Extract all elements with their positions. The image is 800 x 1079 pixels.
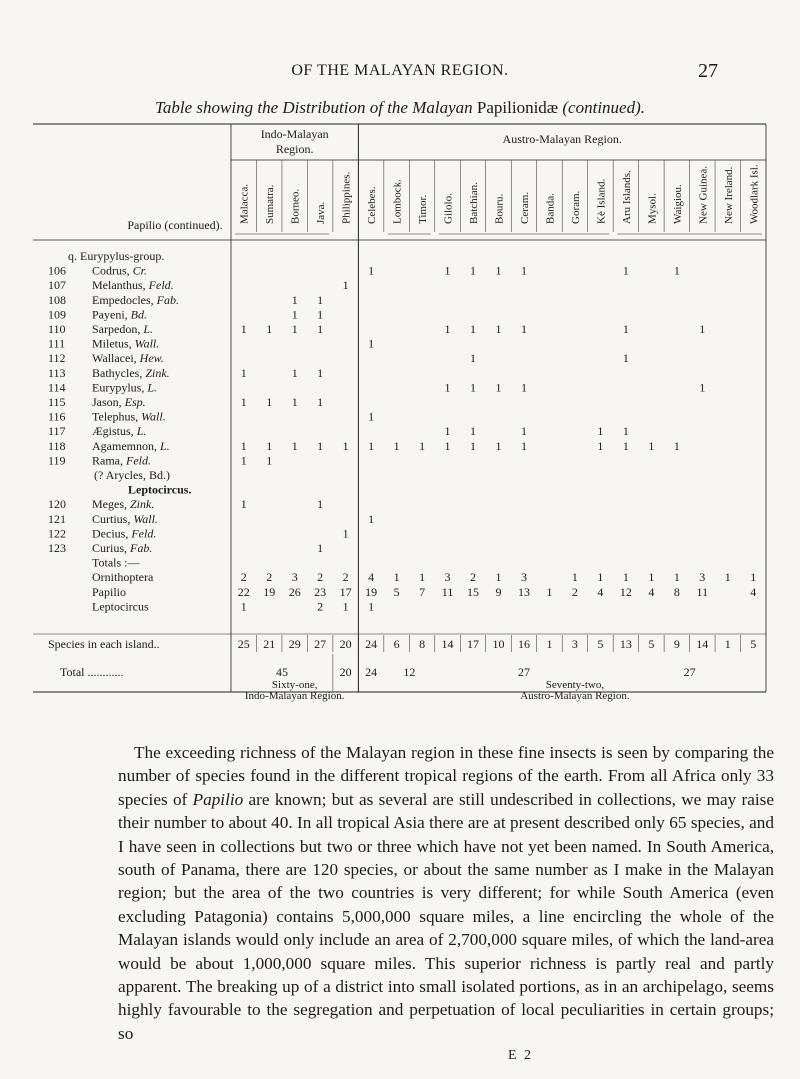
species-name (92, 307, 147, 321)
cell-value: 1 (240, 599, 247, 614)
species-epithet: Curius, (92, 541, 131, 555)
column-header: Gilolo. (442, 193, 455, 224)
species-author: Fab. (156, 292, 179, 307)
species-count: 13 (619, 637, 632, 651)
cell-value: 2 (266, 570, 273, 585)
group-indo-label-2: Region. (275, 142, 314, 156)
species-author: Cr. (132, 263, 148, 278)
cell-value: 1 (673, 438, 680, 453)
species-count: 20 (339, 637, 352, 651)
species-author: Feld. (126, 453, 151, 468)
caption-prefix: Table showing the Distribution of the Malayan (155, 98, 473, 117)
species-count: 25 (237, 637, 250, 651)
cell-value: 1 (368, 438, 375, 453)
column-header: New Guinea. (697, 165, 710, 224)
cell-value: 1 (597, 570, 604, 585)
cell-value: 7 (419, 584, 426, 599)
cell-value: 4 (368, 570, 375, 585)
species-name (92, 424, 146, 438)
row-number: 117 (48, 424, 66, 439)
cell-value: 1 (470, 438, 477, 453)
row-number: 120 (48, 497, 66, 512)
cell-value: 1 (520, 380, 527, 395)
species-author: Hew. (139, 351, 164, 366)
species-count: 14 (441, 637, 454, 651)
column-header: New Ireland. (722, 166, 735, 224)
cell-value: 1 (291, 365, 298, 380)
species-name (92, 322, 153, 336)
species-epithet: Payeni, (92, 307, 131, 322)
cell-value: 1 (419, 438, 426, 453)
signature-mark: E 2 (508, 1048, 534, 1063)
species-name: Ornithoptera (92, 570, 154, 585)
cell-value: 1 (368, 336, 375, 351)
cell-value: 1 (444, 322, 451, 336)
subtotal-indo: Sixty-one, (271, 679, 318, 691)
row-number: 116 (48, 409, 66, 424)
cell-value: 17 (339, 584, 352, 599)
cell-value: 23 (314, 584, 327, 599)
column-header: Malacca. (238, 184, 251, 224)
cell-value: 1 (291, 395, 298, 409)
cell-value: 1 (368, 263, 375, 278)
cell-value: 1 (291, 307, 298, 322)
cell-value: 26 (288, 584, 301, 599)
cell-value: 1 (368, 599, 375, 614)
cell-value: 2 (342, 570, 349, 585)
cell-value: 1 (291, 292, 298, 307)
species-author: Bd. (130, 307, 148, 322)
row-header-label: Papilio (continued). (127, 218, 223, 232)
cell-value: 1 (419, 570, 426, 585)
row-number: 115 (48, 395, 66, 409)
row-number: 122 (48, 526, 66, 541)
cell-value: 1 (240, 497, 247, 512)
species-count: 17 (467, 637, 480, 651)
species-epithet: Empedocles, (92, 292, 157, 307)
cell-value: 1 (317, 497, 324, 512)
species-count: 29 (288, 637, 301, 651)
total-value: 45 (275, 665, 288, 679)
cell-value: 1 (266, 395, 273, 409)
species-name (92, 439, 170, 453)
species-epithet: Melanthus, (92, 278, 149, 293)
cell-value: 1 (571, 570, 578, 585)
cell-value: 1 (266, 438, 273, 453)
species-name (92, 541, 152, 555)
column-header: Ceram. (518, 191, 531, 224)
cell-value: 19 (263, 584, 276, 599)
column-header: Sumatra. (264, 184, 277, 224)
species-name (92, 366, 170, 380)
species-name: Leptocircus. (128, 482, 192, 497)
cell-value: 1 (622, 424, 629, 439)
row-number: 123 (48, 541, 66, 555)
cell-value: 1 (266, 322, 273, 336)
cell-value: 1 (444, 263, 451, 278)
species-name (92, 264, 147, 278)
cell-value: 1 (240, 438, 247, 453)
column-header: Mysol. (646, 193, 659, 224)
body-text (118, 741, 774, 1045)
species-name (92, 395, 146, 409)
cell-value: 2 (240, 570, 247, 585)
cell-value: 1 (317, 438, 324, 453)
cell-value: 9 (495, 584, 502, 599)
species-count: 14 (696, 637, 709, 651)
row-number: 106 (48, 263, 66, 278)
column-header: Lombock. (391, 179, 404, 224)
cell-value: 1 (317, 395, 324, 409)
cell-value: 1 (317, 292, 324, 307)
group-austro-label: Austro-Malayan Region. (502, 132, 622, 146)
species-epithet: Curtius, (92, 511, 134, 526)
cell-value: 1 (622, 263, 629, 278)
cell-value: 8 (673, 584, 680, 599)
species-count: 5 (597, 637, 604, 651)
species-epithet: Jason, (92, 395, 125, 409)
species-author: L. (160, 438, 170, 453)
cell-value: 1 (597, 424, 604, 439)
species-author: Fab. (130, 541, 153, 555)
cell-value: 1 (342, 278, 349, 293)
row-number: 111 (48, 336, 66, 351)
row-number: 108 (48, 292, 66, 307)
species-count: 8 (419, 637, 426, 651)
column-header: Bouru. (493, 193, 506, 224)
cell-value: 12 (619, 584, 632, 599)
cell-value: 3 (444, 570, 451, 585)
cell-value: 3 (699, 570, 706, 585)
column-header: Kè Island. (595, 178, 608, 224)
species-name: (? Arycles, Bd.) (94, 468, 170, 482)
cell-value: 4 (648, 584, 655, 599)
total-label: Total ............ (60, 665, 124, 679)
cell-value: 1 (342, 599, 349, 614)
species-name (92, 453, 151, 467)
species-author: Esp. (124, 395, 146, 409)
cell-value: 1 (317, 365, 324, 380)
cell-value: 1 (520, 322, 527, 336)
species-count: 5 (648, 637, 655, 651)
cell-value: 1 (342, 438, 349, 453)
cell-value: 1 (495, 322, 502, 336)
species-count: 5 (750, 637, 757, 651)
body-paragraph: The exceeding richness of the Malayan region in these fine insects is seen by comparing the number of species found in the different tropical regions of the earth. From all Africa only 33 species of Papilio are known; but as several are still undescribed in collections, we may raise their number to about 40. In all tropical Asia there are at present described only 65 species, and I have seen in collections but two or three which have not yet been named. In South America, south of Panama, there are 120 species, or about the same number as I make in the Malayan region; but the area of the two countries is very different; for while South America (even excluding Patagonia) contains 5,000,000 square miles, a line encircling the whole of the Malayan islands would only include an area of 2,700,000 square miles, of which the land-area would be about 1,000,000 square miles. This superior richness is partly real and partly apparent. The breaking up of a district into small isolated portions, as in an archipelago, seems highly favourable to the segregation and perpetuation of local peculiarities in certain groups; so (118, 743, 774, 1043)
species-epithet: Agamemnon, (92, 438, 160, 453)
column-header: Celebes. (366, 186, 379, 224)
row-number: 112 (48, 351, 66, 366)
column-header: Borneo. (289, 188, 302, 224)
species-name (92, 410, 166, 424)
cell-value: 1 (444, 438, 451, 453)
total-value: 24 (365, 665, 378, 679)
cell-value: 1 (699, 322, 706, 336)
species-author: Feld. (148, 278, 174, 293)
cell-value: 2 (317, 570, 324, 585)
cell-value: 1 (622, 322, 629, 336)
cell-value: 1 (724, 570, 731, 585)
column-header: Goram. (569, 190, 582, 224)
species-author: Wall. (134, 336, 160, 351)
cell-value: 1 (495, 380, 502, 395)
species-name: q. Eurypylus-group. (68, 249, 165, 263)
cell-value: 4 (750, 584, 757, 599)
column-header: Batchian. (468, 182, 481, 224)
row-number: 114 (48, 380, 66, 395)
cell-value: 1 (317, 541, 324, 555)
cell-value: 1 (240, 453, 247, 468)
cell-value: 1 (444, 424, 451, 439)
cell-value: 1 (673, 570, 680, 585)
cell-value: 5 (393, 584, 400, 599)
cell-value: 22 (237, 584, 250, 599)
cell-value: 1 (699, 380, 706, 395)
species-count: 1 (546, 637, 553, 651)
cell-value: 2 (470, 570, 477, 585)
cell-value: 1 (393, 438, 400, 453)
cell-value: 13 (517, 584, 530, 599)
species-epithet: Ægistus, (92, 424, 137, 439)
subtotal-indo-label: Indo-Malayan Region. (244, 690, 345, 702)
cell-value: 1 (240, 322, 247, 336)
cell-value: 1 (597, 438, 604, 453)
cell-value: 1 (622, 438, 629, 453)
species-author: Zink. (145, 365, 170, 380)
column-header: Aru Islands. (620, 170, 633, 224)
species-name (92, 380, 157, 394)
cell-value: 1 (470, 380, 477, 395)
column-header: Timor. (417, 194, 430, 224)
cell-value: 1 (470, 424, 477, 439)
running-title: OF THE MALAYAN REGION. (291, 62, 509, 79)
cell-value: 1 (317, 322, 324, 336)
species-count: 9 (673, 637, 680, 651)
species-author: Feld. (131, 526, 157, 541)
cell-value: 1 (291, 322, 298, 336)
species-name: Totals :— (92, 555, 140, 570)
cell-value: 2 (317, 599, 324, 614)
cell-value: 1 (495, 263, 502, 278)
total-value: 20 (339, 665, 352, 679)
species-row-label: Species in each island.. (48, 637, 160, 651)
cell-value: 1 (444, 380, 451, 395)
cell-value: 2 (571, 584, 578, 599)
cell-value: 11 (696, 584, 709, 599)
cell-value: 1 (622, 570, 629, 585)
species-epithet: Meges, (92, 497, 130, 512)
species-count: 24 (365, 637, 378, 651)
genus-italic: Papilio (192, 789, 244, 809)
species-count: 21 (263, 637, 276, 651)
cell-value: 3 (291, 570, 298, 585)
cell-value: 11 (441, 584, 454, 599)
row-number: 121 (48, 511, 66, 526)
cell-value: 1 (648, 570, 655, 585)
species-name (92, 512, 158, 526)
column-header: Java. (315, 201, 328, 224)
species-name (92, 526, 156, 540)
cell-value: 19 (365, 584, 378, 599)
species-count: 27 (314, 637, 327, 651)
cell-value: 1 (520, 263, 527, 278)
row-number: 109 (48, 307, 66, 322)
species-epithet: Codrus, (92, 263, 133, 278)
column-header: Philippines. (340, 171, 353, 224)
species-count: 3 (571, 637, 578, 651)
cell-value: 1 (673, 263, 680, 278)
row-number: 113 (48, 365, 66, 380)
column-header: Banda. (544, 193, 557, 224)
cell-value: 1 (368, 409, 375, 424)
species-name (92, 278, 174, 292)
cell-value: 1 (470, 322, 477, 336)
cell-value: 1 (240, 365, 247, 380)
species-name (92, 337, 159, 351)
cell-value: 1 (317, 307, 324, 322)
species-epithet: Rama, (92, 453, 126, 468)
cell-value: 1 (368, 511, 375, 526)
column-header: Woodlark Isl. (748, 164, 761, 224)
species-name (92, 293, 179, 307)
cell-value: 1 (495, 570, 502, 585)
species-epithet: Wallacei, (92, 351, 140, 366)
cell-value: 1 (648, 438, 655, 453)
species-name (92, 351, 164, 365)
species-epithet: Telephus, (92, 409, 142, 424)
species-epithet: Sarpedon, (92, 322, 144, 336)
species-author: L. (143, 322, 154, 336)
page-number: 27 (698, 60, 718, 82)
cell-value: 1 (470, 351, 477, 366)
cell-value: 3 (520, 570, 527, 585)
cell-value: 15 (467, 584, 480, 599)
species-author: L. (136, 424, 147, 439)
total-value: 27 (517, 665, 530, 679)
species-count: 10 (492, 637, 505, 651)
cell-value: 1 (520, 424, 527, 439)
cell-value: 1 (240, 395, 247, 409)
cell-value: 1 (470, 263, 477, 278)
species-author: Zink. (130, 497, 155, 512)
subtotal-austro: Seventy-two, (545, 679, 605, 691)
cell-value: 1 (750, 570, 757, 585)
cell-value: 1 (291, 438, 298, 453)
cell-value: 1 (495, 438, 502, 453)
caption-family: Papilionidæ (476, 98, 559, 117)
species-count: 6 (393, 637, 400, 651)
column-header: Waigiou. (671, 184, 684, 224)
group-indo-label: Indo-Malayan (260, 127, 329, 141)
species-author: Wall. (141, 409, 166, 424)
cell-value: 1 (546, 584, 553, 599)
caption-suffix: (continued). (562, 98, 645, 117)
species-name (92, 497, 154, 511)
cell-value: 1 (622, 351, 629, 366)
row-number: 119 (48, 453, 66, 468)
cell-value: 4 (597, 584, 604, 599)
species-author: Wall. (133, 511, 158, 526)
species-author: L. (147, 380, 158, 395)
species-epithet: Decius, (92, 526, 132, 541)
species-epithet: Bathycles, (92, 365, 146, 380)
row-number: 107 (48, 278, 66, 293)
species-epithet: Eurypylus, (92, 380, 148, 395)
species-name: Leptocircus (92, 599, 149, 614)
row-number: 110 (48, 322, 66, 336)
species-epithet: Miletus, (92, 336, 135, 351)
cell-value: 1 (342, 526, 349, 541)
row-number: 118 (48, 438, 66, 453)
cell-value: 1 (393, 570, 400, 585)
total-value: 27 (683, 665, 696, 679)
species-name: Papilio (92, 584, 127, 599)
cell-value: 1 (520, 438, 527, 453)
total-value: 12 (403, 665, 416, 679)
cell-value: 1 (266, 453, 273, 468)
species-count: 16 (517, 637, 530, 651)
species-count: 1 (724, 637, 731, 651)
subtotal-austro-label: Austro-Malayan Region. (520, 690, 630, 702)
